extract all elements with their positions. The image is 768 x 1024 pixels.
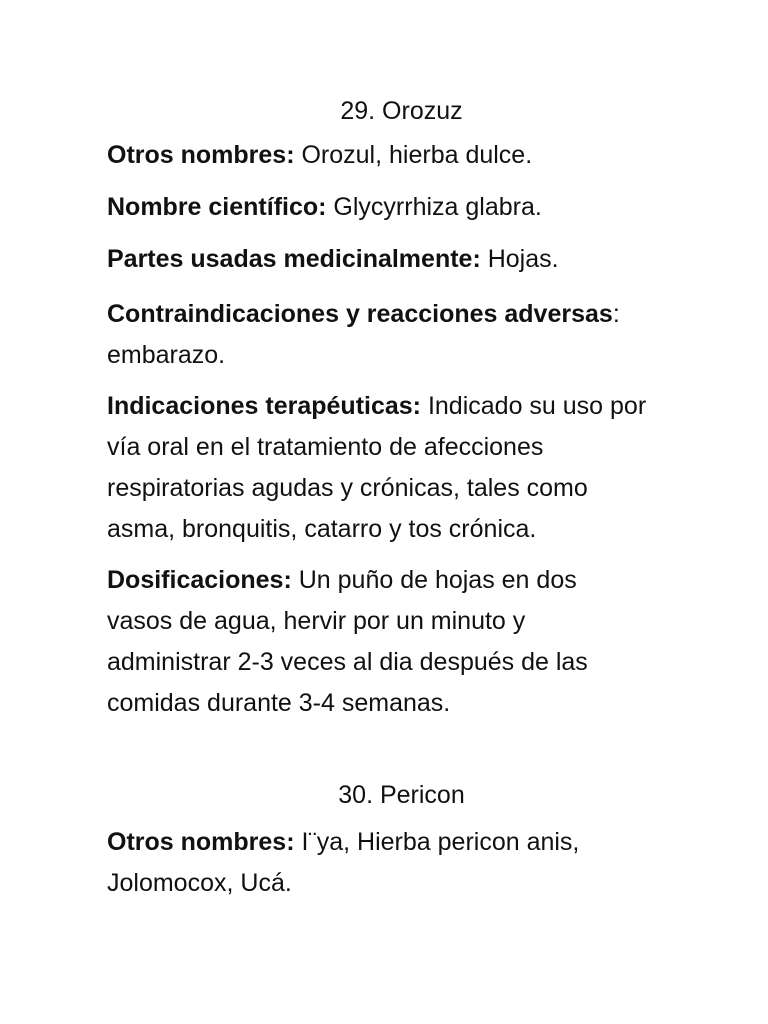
entry-otros-nombres bbox=[107, 138, 648, 172]
entry-label: Dosificaciones: bbox=[107, 566, 292, 594]
entry-text: Hojas. bbox=[480, 245, 559, 273]
entry-text: Orozul, hierba dulce. bbox=[294, 141, 533, 169]
section-orozuz bbox=[107, 94, 648, 724]
entry-label: Otros nombres: bbox=[107, 828, 295, 856]
entry-label: Indicaciones terapéuticas: bbox=[107, 392, 422, 420]
section-pericon bbox=[107, 778, 648, 904]
entry-otros-nombres bbox=[107, 822, 648, 904]
entry-text: Glycyrrhiza glabra. bbox=[326, 193, 542, 221]
entry-dosificaciones bbox=[107, 560, 648, 724]
entry-text: Un puño de hojas en dos vasos de agua, hervir por un minuto y administrar 2-3 veces al dia después de las comidas durante 3-4 semanas. bbox=[107, 566, 588, 717]
entry-label: Contraindicaciones y reacciones adversas bbox=[107, 300, 613, 328]
entry-nombre-cientifico bbox=[107, 190, 648, 224]
entry-partes-usadas bbox=[107, 242, 648, 276]
section-heading: 29. Orozuz bbox=[340, 97, 463, 125]
entry-contraindicaciones bbox=[107, 294, 648, 376]
entry-text: Indicado su uso por vía oral en el tratamiento de afecciones respiratorias agudas y crónicas, tales como asma, bronquitis, catarro y tos crónica. bbox=[107, 392, 647, 543]
entry-label: Nombre científico: bbox=[107, 193, 327, 221]
entry-text: I¨ya, Hierba pericon anis, Jolomocox, Ucá. bbox=[107, 828, 580, 897]
section-heading: 30. Pericon bbox=[338, 781, 465, 809]
entry-label: Partes usadas medicinalmente: bbox=[107, 245, 481, 273]
entry-text: : embarazo. bbox=[107, 300, 620, 369]
entry-indicaciones bbox=[107, 386, 648, 550]
entry-label: Otros nombres: bbox=[107, 141, 295, 169]
